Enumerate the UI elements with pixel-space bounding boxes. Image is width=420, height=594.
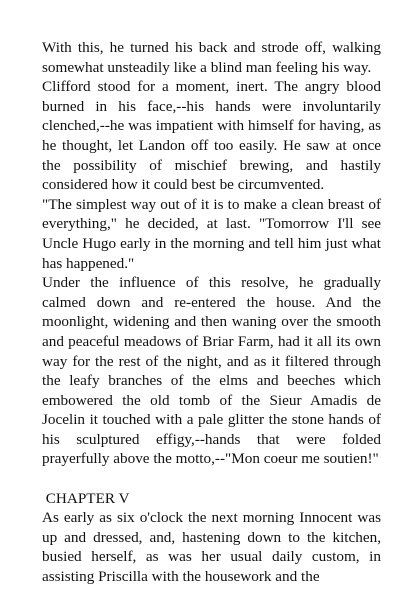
paragraph-spacer — [42, 469, 381, 489]
document-page — [42, 38, 381, 587]
chapter-paragraph: As early as six o'clock the next morning Innocent was up and dressed, and, hastening down to the kitchen, busied herself, as was her usual daily custom, in assisting Priscilla with the housework and the — [42, 509, 381, 586]
paragraph-4: Under the influence of this resolve, he gradually calmed down and re-entered the house. And the moonlight, widening and then waning over the smooth and peaceful meadows of Briar Farm, had it all its own way for the rest of the night, and as it filtered through the leafy branches of the elms and beeches which embowered the old tomb of the Sieur Amadis de Jocelin it touched with a pale glitter the stone hands of his sculptured effigy,--hands that were folded prayerfully above the motto,--"Mon coeur me soutien!" — [42, 274, 381, 468]
paragraph-2: Clifford stood for a moment, inert. The angry blood burned in his face,--his hands were involuntarily clenched,--he was impatient with himself for having, as he thought, let Landon off too easily. He saw at once the possibility of mischief brewing, and hastily considered how it could best be circumvented. — [42, 78, 381, 194]
paragraph-1: With this, he turned his back and strode off, walking somewhat unsteadily like a blind man feeling his way. — [42, 39, 381, 76]
paragraph-3: "The simplest way out of it is to make a clean breast of everything," he decided, at last. "Tomorrow I'll see Uncle Hugo early in the morning and tell him just what has happened." — [42, 195, 381, 272]
chapter-heading: CHAPTER V — [42, 489, 130, 507]
